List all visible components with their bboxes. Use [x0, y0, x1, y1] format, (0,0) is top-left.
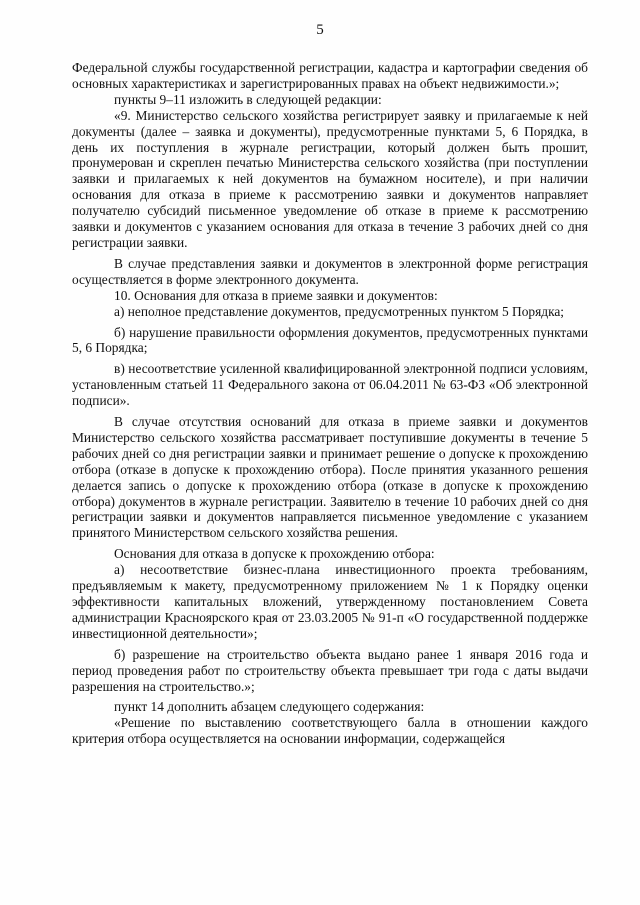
paragraph-2: пункты 9–11 изложить в следующей редакции:: [114, 91, 382, 107]
paragraph-7: б) нарушение правильности оформления документов, предусмотренных пунктами 5, 6 Порядка;: [72, 324, 588, 356]
paragraph-3: «9. Министерство сельского хозяйства регистрирует заявку и прилагаемые к ней документы (далее – заявка и документы), предусмотренные пунктами 5, 6 Порядка, в день их поступления в журнале регистрации, который должен быть прошит, пронумерован и скреплен печатью Министерства сельского хозяйства (при поступлении заявки и прилагаемых к ней документов на бумажном носителе), и при наличии основания для отказа в приеме к рассмотрению заявки и документов направляет получателю субсидий письменное уведомление об отказе в приеме к рассмотрению заявки и документов с указанием основания для отказа в течение 3 рабочих дней со дня регистрации заявки.: [72, 107, 588, 250]
paragraph-10: Основания для отказа в допуске к прохождению отбора:: [114, 546, 435, 562]
page-number: 5: [316, 22, 324, 38]
paragraph-6: а) неполное представление документов, предусмотренных пунктом 5 Порядка;: [114, 303, 565, 319]
paragraph-8: в) несоответствие усиленной квалифицированной электронной подписи условиям, установленным статьей 11 Федерального закона от 06.04.2011 № 63-ФЗ «Об электронной подписи».: [72, 361, 588, 409]
paragraph-13: пункт 14 дополнить абзацем следующего содержания:: [114, 699, 425, 715]
paragraph-12: б) разрешение на строительство объекта выдано ранее 1 января 2016 года и период проведения работ по строительству объекта превышает три года с даты выдачи разрешения на строительство.»;: [72, 646, 588, 694]
paragraph-9: В случае отсутствия оснований для отказа в приеме заявки и документов Министерство сельского хозяйства рассматривает поступившие документы в течение 5 рабочих дней со дня регистрации заявки и принимает решение о допуске к прохождению отбора (отказе в допуске к прохождению отбора). После принятия указанного решения делается запись о допуске к прохождению отбора (отказе в допуске к прохождению отбора) документов в журнале регистрации. Заявителю в течение 10 рабочих дней со дня регистрации заявки и документов направляется письменное уведомление с указанием принятого Министерством сельского хозяйства решения.: [72, 414, 588, 541]
paragraph-1: Федеральной службы государственной регистрации, кадастра и картографии сведения об основных характеристиках и зарегистрированных правах на объект недвижимости.»;: [72, 60, 588, 91]
paragraph-14: «Решение по выставлению соответствующего балла в отношении каждого критерия отбора осуществляется на основании информации, содержащейся: [72, 715, 588, 747]
paragraph-5: 10. Основания для отказа в приеме заявки и документов:: [114, 287, 438, 303]
document-body: [72, 60, 588, 747]
paragraph-11: а) несоответствие бизнес-плана инвестиционного проекта требованиям, предъявляемым к макету, предусмотренному приложением № 1 к Порядку оценки эффективности капитальных вложений, утвержденному постановлением Совета администрации Красноярского края от 23.03.2005 № 91-п «О государственной поддержке инвестиционной деятельности»;: [72, 562, 588, 641]
paragraph-4: В случае представления заявки и документов в электронной форме регистрация осуществляется в форме электронного документа.: [72, 255, 588, 287]
